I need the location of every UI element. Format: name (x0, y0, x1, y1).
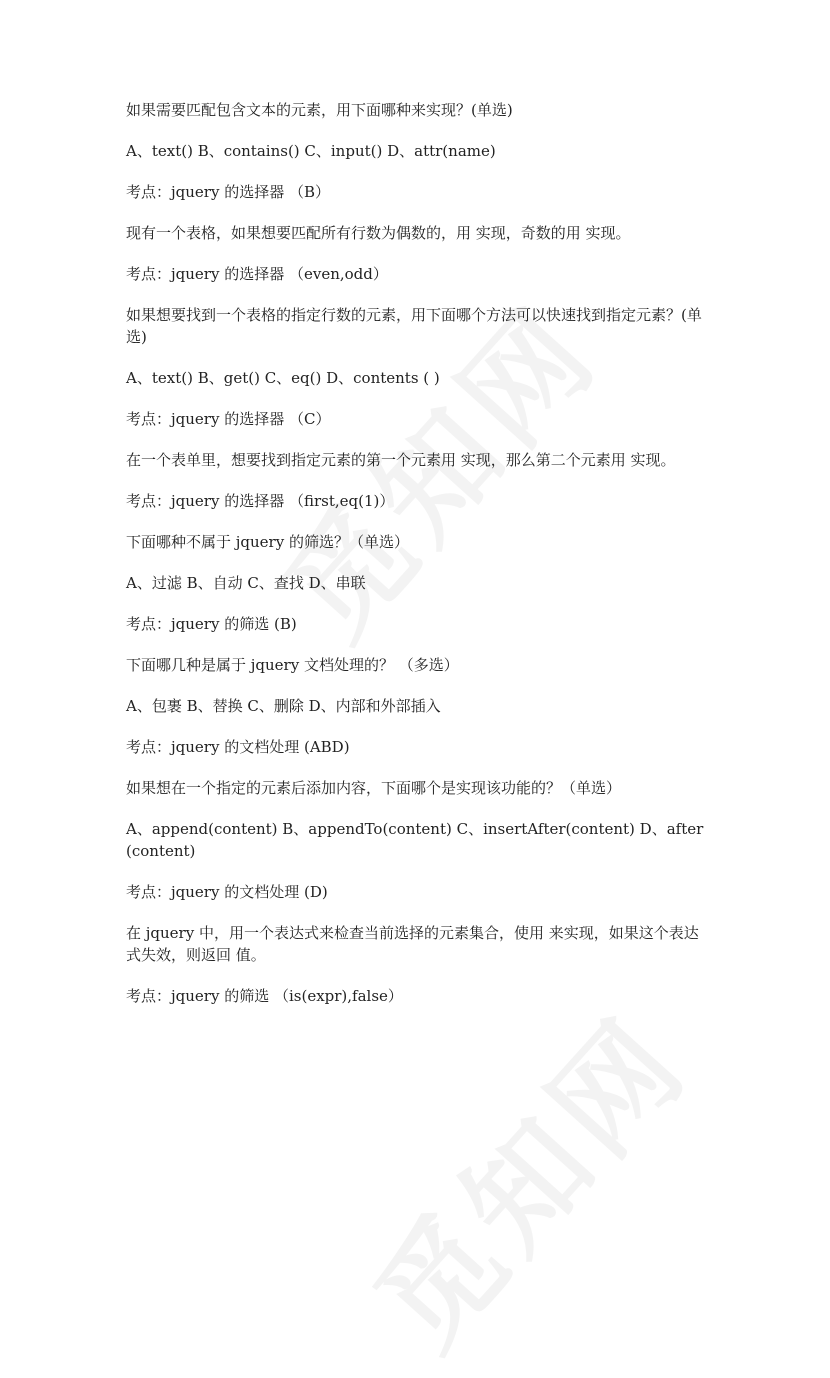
options-1: A、text() B、contains() C、input() D、attr(name) (126, 142, 496, 160)
answer-8: 考点：jquery 的筛选 （is(expr),false） (126, 987, 403, 1005)
question-4: 在一个表单里，想要找到指定元素的第一个元素用 实现，那么第二个元素用 实现。 (126, 451, 676, 469)
answer-7: 考点：jquery 的文档处理 (D) (126, 883, 328, 901)
answer-5: 考点：jquery 的筛选 (B) (126, 615, 297, 633)
watermark-bottom (331, 974, 720, 1378)
options-6: A、包裹 B、替换 C、删除 D、内部和外部插入 (126, 697, 441, 715)
answer-6: 考点：jquery 的文档处理 (ABD) (126, 738, 350, 756)
question-7: 如果想在一个指定的元素后添加内容，下面哪个是实现该功能的？（单选） (126, 779, 622, 797)
answer-3: 考点：jquery 的选择器 （C） (126, 410, 331, 428)
answer-2: 考点：jquery 的选择器 （even,odd） (126, 265, 388, 283)
options-7: A、append(content) B、appendTo(content) C、insertAfter(content) D、after(content) (126, 820, 704, 860)
options-3: A、text() B、get() C、eq() D、contents ( ) (126, 369, 440, 387)
document-body (126, 99, 711, 1026)
answer-1: 考点：jquery 的选择器 （B） (126, 183, 330, 201)
question-2: 现有一个表格，如果想要匹配所有行数为偶数的，用 实现，奇数的用 实现。 (126, 224, 631, 242)
question-3: 如果想要找到一个表格的指定行数的元素，用下面哪个方法可以快速找到指定元素？(单选) (126, 306, 702, 346)
options-5: A、过滤 B、自动 C、查找 D、串联 (126, 574, 366, 592)
question-1: 如果需要匹配包含文本的元素，用下面哪种来实现？(单选) (126, 101, 513, 119)
question-8: 在 jquery 中，用一个表达式来检查当前选择的元素集合，使用 来实现，如果这个表达式失效，则返回 值。 (126, 924, 699, 964)
question-6: 下面哪几种是属于 jquery 文档处理的？ （多选） (126, 656, 459, 674)
answer-4: 考点：jquery 的选择器 （first,eq(1)） (126, 492, 395, 510)
question-5: 下面哪种不属于 jquery 的筛选？（单选） (126, 533, 409, 551)
